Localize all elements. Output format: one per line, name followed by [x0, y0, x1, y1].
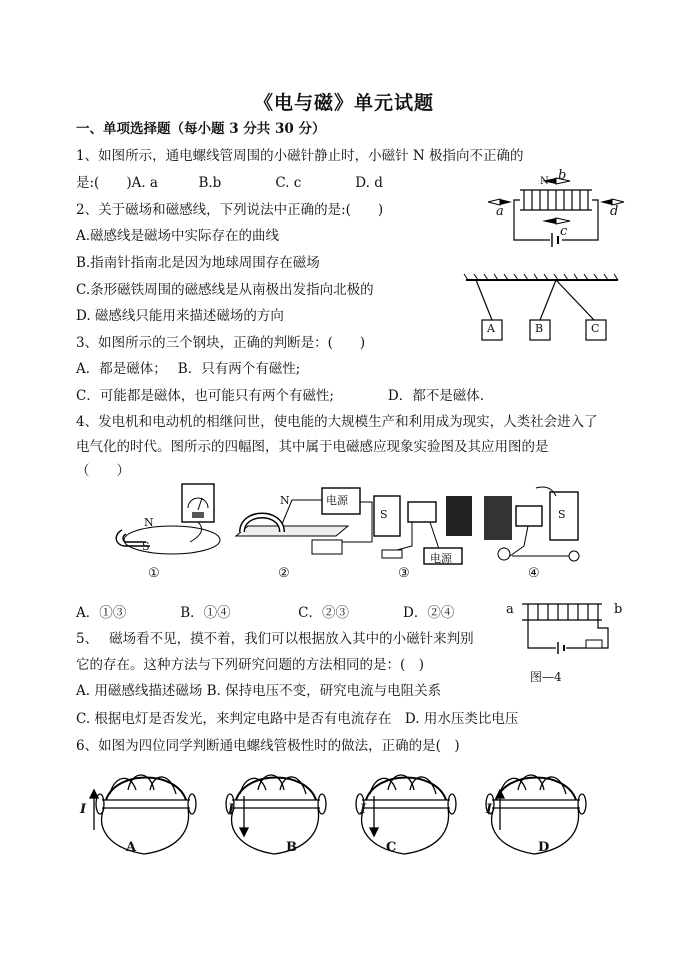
- question-4-line3: （ ）: [76, 463, 130, 479]
- fig4-s-label: S: [558, 508, 566, 521]
- figure-caption-2: ②: [278, 566, 290, 581]
- fig1-n-label: N: [144, 516, 154, 529]
- current-label-b: I: [228, 802, 235, 817]
- needle-n-label: N: [540, 176, 549, 187]
- current-label-d: I: [486, 802, 493, 817]
- question-1-line1: 1、如图所示，通电螺线管周围的小磁针静止时，小磁针 N 极指向不正确的: [76, 148, 524, 164]
- fig3-power-label: 电源: [430, 552, 452, 565]
- question-1-line2: 是:( )A. a B.b C. c D. d: [76, 175, 383, 191]
- needle-label-a: a: [496, 204, 504, 219]
- block-label-b: B: [535, 322, 544, 335]
- coil-circuit-figure: [504, 598, 628, 660]
- hand-label-d: D: [538, 840, 550, 855]
- fig2-power-label: 电源: [326, 494, 348, 507]
- question-5-options-ab: A. 用磁感线描述磁场 B. 保持电压不变，研究电流与电阻关系: [76, 683, 442, 699]
- needle-label-b: b: [558, 168, 567, 183]
- block-label-c: C: [591, 322, 600, 335]
- question-4-line1: 4、发电机和电动机的相继问世，使电能的大规模生产和利用成为现实，人类社会进入了: [76, 414, 598, 430]
- question-3-stem: 3、如图所示的三个钢块，正确的判断是：( ): [76, 335, 366, 351]
- question-6-stem: 6、如图为四位同学判断通电螺线管极性时的做法，正确的是( ): [76, 738, 460, 754]
- question-2-stem: 2、关于磁场和磁感线，下列说法中正确的是:( ): [76, 202, 384, 218]
- experiment-figures: [112, 482, 602, 574]
- question-5-options-cd: C. 根据电灯是否发光，来判定电路中是否有电流存在 D. 用水压类比电压: [76, 711, 519, 727]
- question-2-option-d: D. 磁感线只能用来描述磁场的方向: [76, 308, 284, 324]
- question-3-options-cd: C．可能都是磁体，也可能只有两个有磁性; D．都不是磁体.: [76, 388, 484, 404]
- figure-4-caption: 图—4: [530, 670, 562, 684]
- question-2-option-a: A.磁感线是磁场中实际存在的曲线: [76, 228, 280, 244]
- steel-blocks-figure: [462, 272, 622, 344]
- question-5-line1: 5、 磁场看不见，摸不着，我们可以根据放入其中的小磁针来判别: [76, 631, 474, 647]
- hand-label-a: A: [126, 840, 137, 855]
- page-title: 《电与磁》单元试题: [253, 92, 434, 114]
- block-label-a: A: [487, 322, 495, 335]
- section-heading: 一、单项选择题（每小题 3 分共 30 分）: [76, 121, 326, 137]
- solenoid-figure: [486, 170, 626, 250]
- current-label-c: I: [360, 802, 367, 817]
- question-3-options-ab: A．都是磁体； B．只有两个有磁性;: [76, 361, 301, 377]
- question-2-option-b: B.指南针指南北是因为地球周围存在磁场: [76, 255, 320, 271]
- hand-label-b: B: [286, 840, 297, 855]
- figure-caption-1: ①: [148, 566, 160, 581]
- needle-label-c: c: [560, 224, 568, 239]
- question-4-line2: 电气化的时代。图所示的四幅图，其中属于电磁感应现象实验图及其应用图的是: [76, 439, 549, 455]
- fig3-s-label: S: [380, 508, 388, 521]
- current-label-a: I: [80, 802, 87, 817]
- question-2-option-c: C.条形磁铁周围的磁感线是从南极出发指向北极的: [76, 282, 374, 298]
- coil-label-b: b: [614, 602, 623, 617]
- coil-label-a: a: [506, 602, 514, 617]
- question-5-line2: 它的存在。这种方法与下列研究问题的方法相同的是：( ): [76, 657, 425, 673]
- fig2-n-label: N: [280, 494, 290, 507]
- right-hand-rule-figure: [68, 760, 596, 860]
- fig1-s-label: S: [142, 540, 150, 553]
- figure-caption-3: ③: [398, 566, 410, 581]
- figure-caption-4: ④: [528, 566, 540, 581]
- needle-label-d: d: [610, 204, 619, 219]
- question-4-options: A．①③ B．①④ C．②③ D．②④: [76, 605, 455, 621]
- hand-label-c: C: [386, 840, 397, 855]
